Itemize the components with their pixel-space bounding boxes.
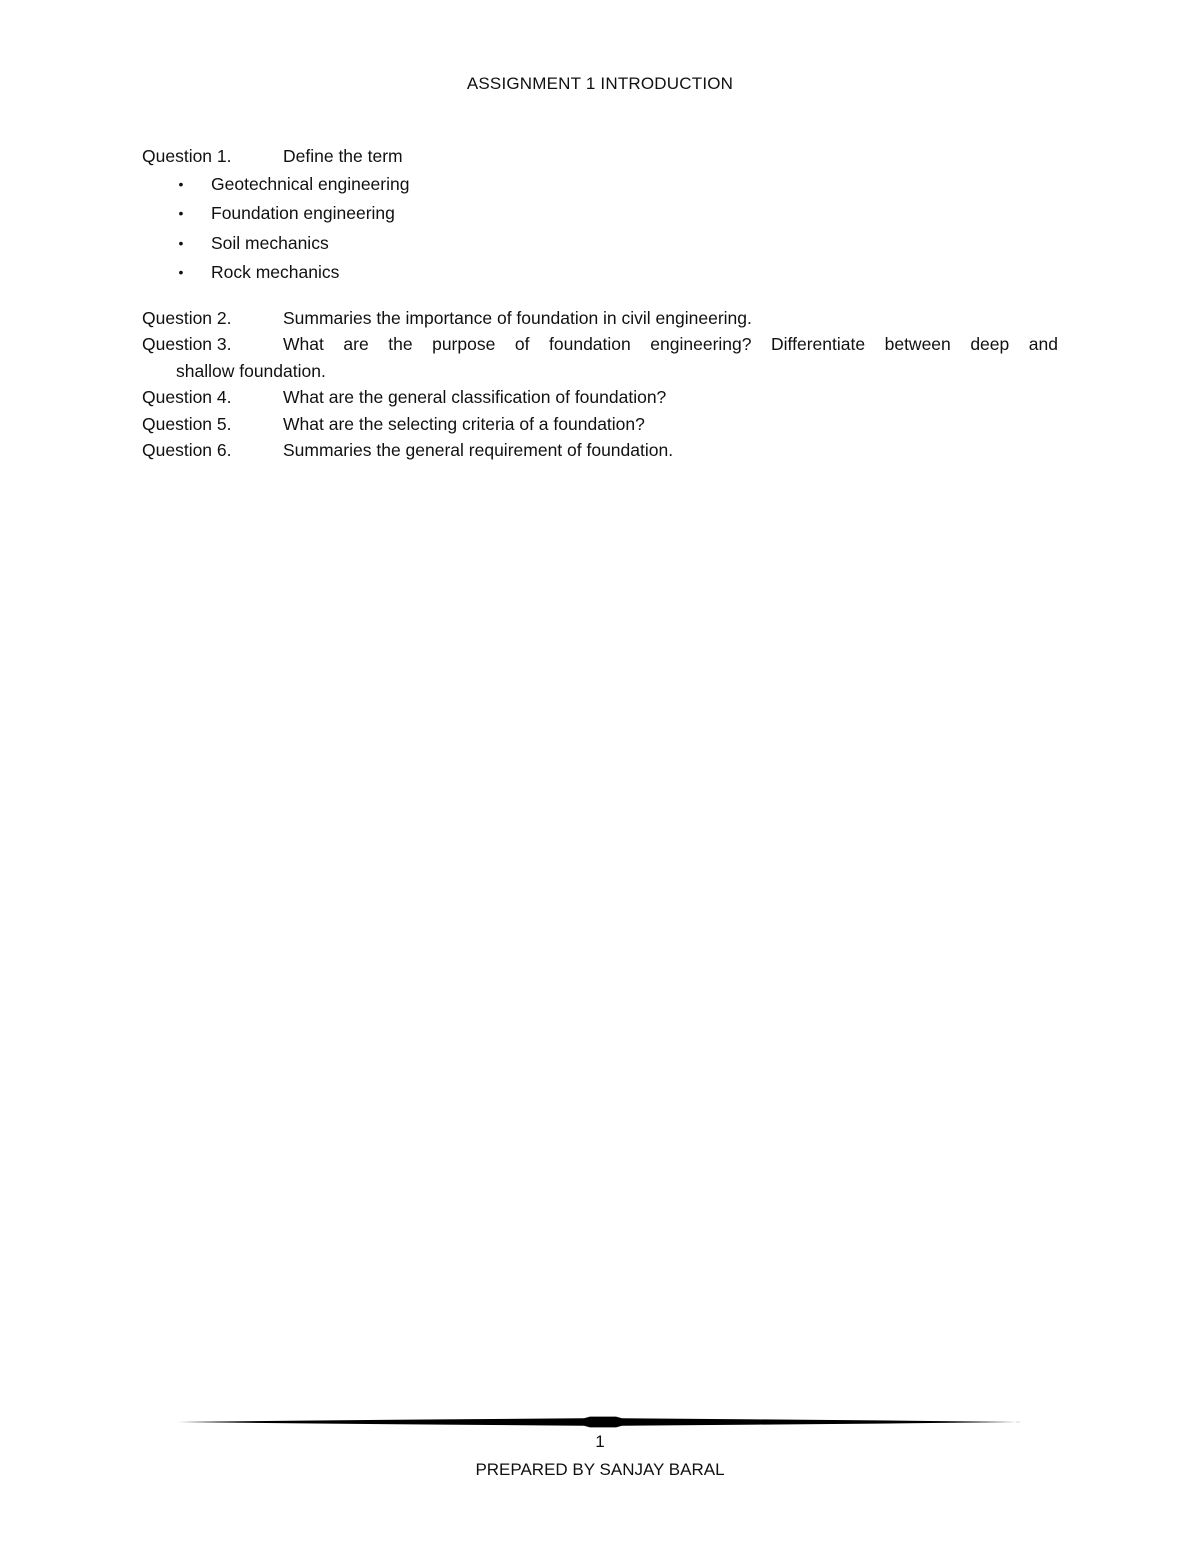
- question-5: [142, 411, 1058, 438]
- question-label: Question 4.: [142, 387, 232, 407]
- question-text: Define the term: [283, 146, 403, 166]
- question-text-continuation: shallow foundation.: [176, 360, 326, 381]
- question-text: What are the purpose of foundation engineering? Differentiate between deep and: [283, 334, 1058, 354]
- assignment-body: [142, 143, 1058, 464]
- bullet-icon: •: [178, 175, 184, 192]
- list-item-text: Soil mechanics: [211, 232, 329, 253]
- page-number: 1: [595, 1432, 605, 1451]
- question-label: Question 5.: [142, 413, 232, 434]
- question-label: Question 2.: [142, 307, 232, 328]
- page-title: ASSIGNMENT 1 INTRODUCTION: [466, 74, 734, 93]
- term-list: [142, 170, 1058, 288]
- question-label: Question 6.: [142, 440, 232, 460]
- question-3: [142, 331, 1058, 358]
- list-item-text: Geotechnical engineering: [211, 173, 410, 194]
- question-label: Question 3.: [142, 334, 232, 354]
- question-6: [142, 437, 1058, 464]
- question-text: What are the selecting criteria of a foundation?: [283, 413, 645, 434]
- question-text: Summaries the importance of foundation in civil engineering.: [283, 307, 752, 328]
- list-item: [142, 258, 1058, 288]
- question-2: [142, 305, 1058, 332]
- list-item: [142, 229, 1058, 259]
- list-item: [142, 199, 1058, 229]
- footer-divider-shape: [178, 1417, 1022, 1428]
- list-item: [142, 170, 1058, 200]
- bullet-icon: •: [178, 234, 184, 251]
- bullet-icon: •: [178, 205, 184, 221]
- question-text: What are the general classification of foundation?: [283, 387, 667, 407]
- footer-divider: [178, 1416, 1022, 1428]
- question-4: [142, 384, 1058, 411]
- footer-credit: PREPARED BY SANJAY BARAL: [475, 1460, 725, 1479]
- question-text: Summaries the general requirement of foundation.: [283, 440, 674, 460]
- list-item-text: Foundation engineering: [211, 203, 395, 223]
- list-item-text: Rock mechanics: [211, 262, 340, 282]
- question-1: [142, 143, 1058, 170]
- question-label: Question 1.: [142, 146, 232, 166]
- bullet-icon: •: [178, 264, 184, 280]
